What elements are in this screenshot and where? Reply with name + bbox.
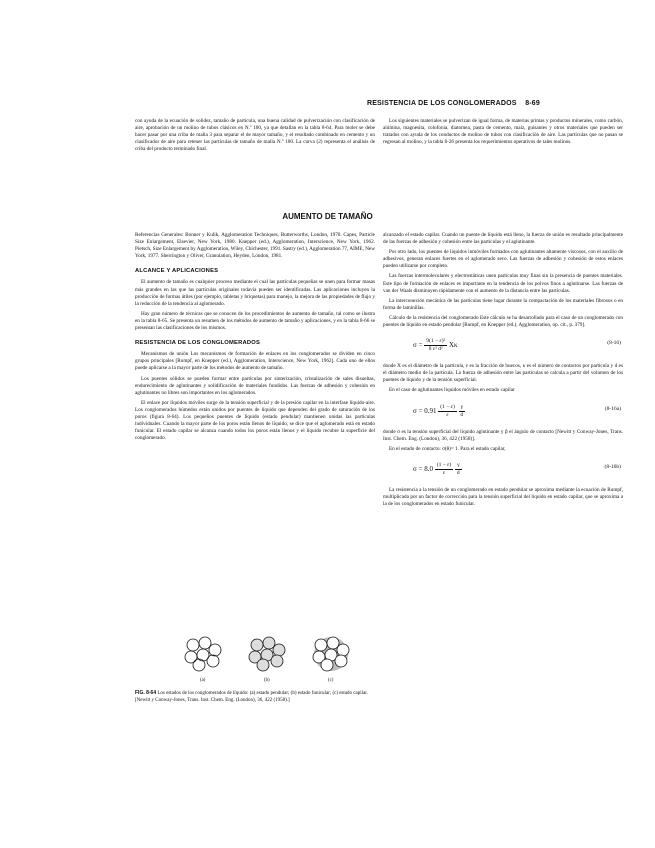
equation-1: σ = $\frac{\text{9(1 − ε)²}}{\text{8 ε² d²}}$ Xκ (8-16) — [413, 338, 621, 353]
top-right-text: Los siguientes materiales se pulverizan de igual forma, de materias primas y productos minerales, como carbón, alúmina, magnesita, colofonia, diatomea, pasta de cemento, maíz, guisantes y otros materiales que pueden ser tratados con ayuda de los conductos de molino de tubos con clasificación de aire. Las partículas que no pasan se regresan al molino, y la tabla 8-26 presenta los requerimientos operativos de tales molinos. — [383, 118, 623, 146]
figure-caption — [135, 690, 375, 704]
cluster-b — [249, 637, 285, 671]
heading-alcance: ALCANCE Y APLICACIONES — [135, 268, 219, 275]
paragraph: Hay gran número de técnicas que se conocen de los procedimientos de aumento de tamaño, tal como se ilustra en la tabla 8-65. Se presenta un resumen de los métodos de aumento de tamaño y aplicaciones, y en la tabla 8-66 se presentan las clasificaciones de los mismos. — [135, 310, 375, 332]
paragraph: Por otro lado, los puentes de líquidos inmóviles formados con aglutinantes altamente viscosos, con el auxilio de adhesivos, generan enlaces fuertes en el aglomerado seco. Las fuerzas de adhesión y cohesión de estos enlaces pueden utilizarse por completo. — [383, 249, 623, 270]
paragraph: Las fuerzas intermoleculares y electrostáticas unen partículas muy finas sin la presencia de puentes materiales. Este tipo de formación de enlaces es importante en la tendencia de los polvos finos a aglutinarse. Las fuerzas de van der Waals disminuyen rápidamente con el aumento de la distancia entre las partículas. — [383, 273, 623, 294]
paragraph: alcanzado el estado capilar. Cuando un puente de líquido está lleno, la fuerza de unión es resultado principalmente de las fuerzas de adhesión y cohesión entre las partículas y el aglutinante. — [383, 232, 623, 246]
page-number: 8-69 — [525, 100, 540, 107]
general-references: Referencias Generales: Bonner y Kulik, Agglomeration Techniques, Butterworths, London, 1970. Capes, Particle Size Enlargement, Elsevier, New York, 1980. Knepper (ed.), Agglomeration, Interscience, New York, 1962. Pietsch, Size Enlargement by Agglomeration, Wiley, Chichester, 1991. Sastry (ed.), Agglomeration 77, AIME, New York, 1977. Sherrington y Oliver, Granulation, Heyden, London, 1981. — [135, 232, 375, 260]
figure-caption-label: FIG. 8-64 — [135, 690, 157, 696]
cluster-c — [313, 637, 349, 671]
paragraph: Cálculo de la resistencia del conglomerado Este cálculo se ha desarrollado para el caso de un conglomerado con puentes de líquido en estado pendular [Rumpf, en Knepper (ed.), Agglomeration, op. cit., p. 379]. — [383, 314, 623, 329]
equation-number: (8-16a) — [604, 405, 621, 412]
paragraph: Los puentes sólidos se pueden formar entre partículas por sinterización, cristalización de sales disueltas, endurecimiento de aglutinantes y solidificación de materiales fundidos. Las fuerzas de adhesión y cohesión en aglutinantes no libres son importantes en los aglomerados. — [135, 375, 375, 396]
paragraph: donde σ es la tensión superficial del líquido aglutinante y β el ángulo de contacto [Newitt y Conway-Jones, Trans. Inst. Chem. Eng. (London), 36, 422 (1958)]. — [383, 428, 623, 442]
heading-resistencia: RESISTENCIA DE LOS CONGLOMERADOS — [135, 340, 261, 347]
paragraph: donde X es el diámetro de la partícula, ε es la fracción de huecos, κ es el número de contactos por partícula y d es el diámetro medio de la partícula. La fuerza de adhesión entre las partículas se calcula a partir del volumen de los puentes de líquido y de la tensión superficial. — [383, 363, 623, 384]
cluster-a — [185, 637, 221, 671]
running-header — [367, 100, 540, 107]
paragraph: El aumento de tamaño es cualquier proceso mediante el cual las partículas pequeñas se unen para formar masas más grandes en las que las partículas originales todavía pueden ser identificadas. Las aplicaciones incluyen la producción de formas útiles (por ejemplo, tabletas y briquetas) para manejo, la mejora de las propiedades de flujo y la reducción de la tendencia al aglomerado. — [135, 279, 375, 307]
paragraph: Mecanismos de unión Los mecanismos de formación de enlaces en los conglomerados se dividen en cinco grupos principales [Rumpf, en Knepper (ed.), Agglomeration, Interscience, New York, 1962]. Cada uno de ellos puede aplicarse a la mayor parte de los métodos de aumento de tamaño. — [135, 351, 375, 372]
equation-number: (8-16) — [607, 340, 621, 347]
equation-2: σ = 0.91 $\frac{(1 - \varepsilon)}{\varepsilon}$ $\frac{\gamma}{d}$ (8-16a) — [413, 403, 621, 418]
label-c: (c) — [328, 678, 334, 683]
label-b: (b) — [264, 678, 270, 683]
figure-8-64 — [175, 633, 365, 673]
right-column — [383, 232, 623, 511]
paragraph: La interconexión mecánica de las partículas tiene lugar durante la compactación de los materiales fibrosos o en forma de laminillas. — [383, 297, 623, 311]
paragraph: La resistencia a la tensión de un conglomerado en estado pendular se aproxima mediante la ecuación de Rumpf, multiplicada por un factor de corrección para la tensión superficial del líquido en estado capilar, que se aproxima a la de los conglomerados en estado funicular. — [383, 486, 623, 507]
paragraph: El enlace por líquidos móviles surge de la tensión superficial y de la presión capilar en la interfase líquido-aire. Los conglomerados húmedos están unidos por puentes de líquido que dependen del grado de saturación de los poros (figura 8-64). Los pequeños puentes de líquido (estado pendular) mantienen unidas las partículas individuales. Cuando la mayor parte de los poros están llenos de líquido, se dice que el aglomerado está en estado funicular. El estado capilar se alcanza cuando todos los poros están llenos y el líquido recubre la superficie del conglomerado. — [135, 399, 375, 442]
label-a: (a) — [200, 678, 206, 683]
figure-caption-text: Los estados de los conglomerados de líquido: (a) estado pendular; (b) estado funicular; (c) estado capilar. [Newitt y Conway-Jones, Trans. Inst. Chem. Eng. (London), 36, 422 (1958).] — [135, 691, 368, 703]
top-right-column — [383, 118, 623, 149]
top-left-column — [135, 118, 375, 156]
section-title: AUMENTO DE TAMAÑO — [282, 212, 373, 221]
equation-3: σ = 8.0 $\frac{(1 - \varepsilon)}{\varepsilon}$ $\frac{\gamma}{d}$ (8-16b) — [413, 461, 621, 476]
top-left-text: con ayuda de la ecuación de solidez, tamaño de partícula, una buena calidad de pulverización con clasificación de aire, aprobación de un molino de tubos clásicos en N.º 100, ya que detallan en la tabla 8-64. Para moler se debe hacer pasar por una criba de malla 3 para separar el de mayor tamaño, y el resultado combinado en cemento y un clasificador de aire para retener las partículas de tamaño de malla N.º 100. La curva (2) representa el análisis de criba del producto terminado final. — [135, 118, 375, 153]
paragraph: En el estado de contacto: σ(θ)= 1. Para el estado capilar, — [389, 445, 506, 452]
paragraph: En el caso de aglutinantes líquidos móviles en estado capilar — [389, 387, 515, 394]
running-title: RESISTENCIA DE LOS CONGLOMERADOS — [366, 100, 517, 107]
equation-number: (8-16b) — [604, 463, 621, 470]
left-column — [135, 232, 375, 445]
